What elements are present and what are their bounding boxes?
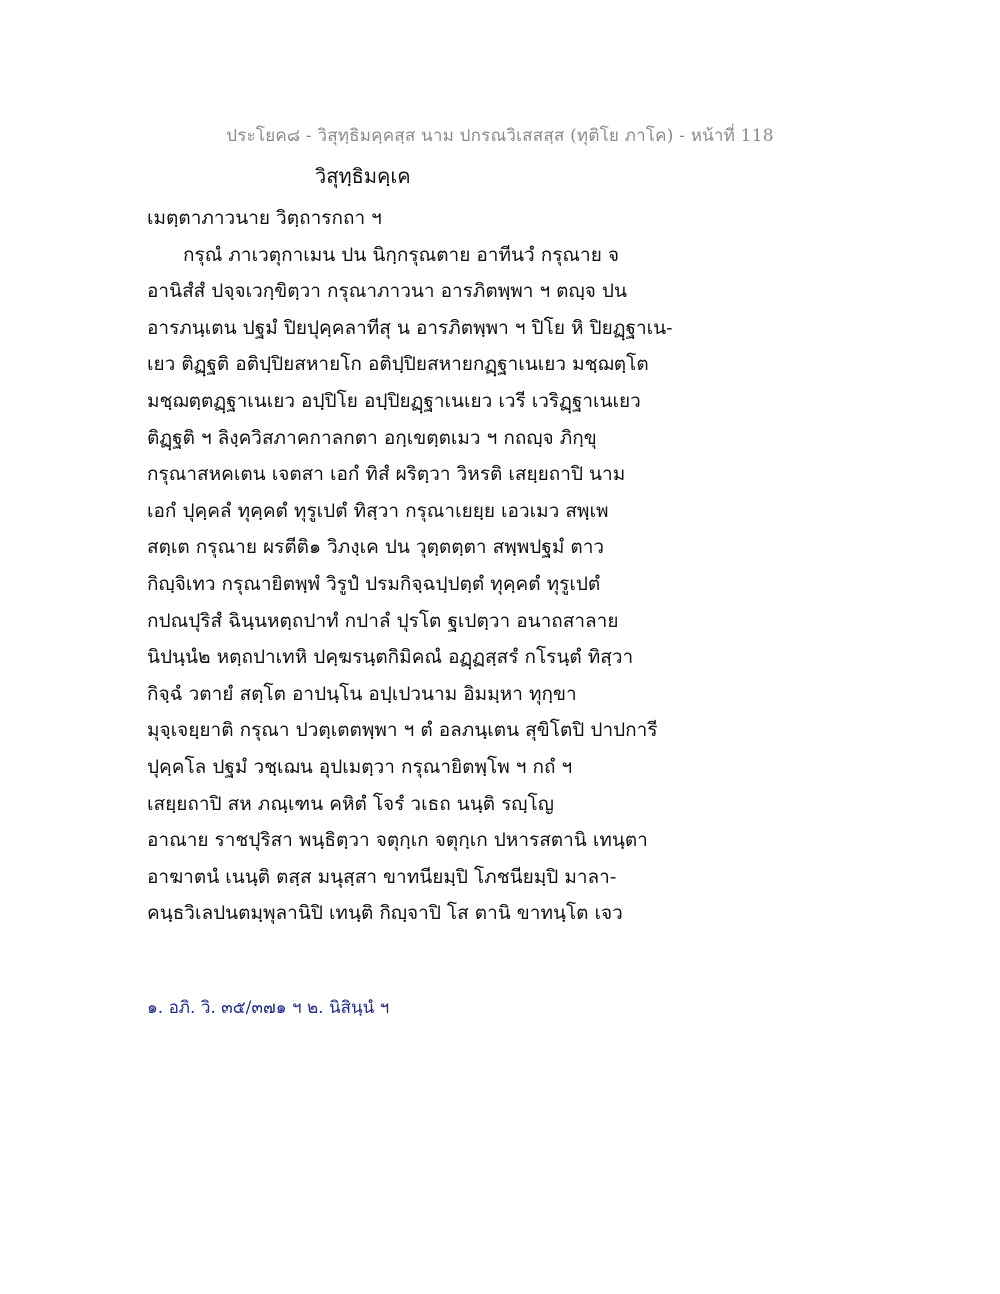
text-line: เยว ติฏฺฐติ อติปฺปิยสหายโก อติปฺปิยสหายกฏฺฐาเนเยว มชฺฌตฺโต	[147, 353, 649, 376]
text-line: มุจฺเจยฺยาติ กรุณา ปวตฺเตตพฺพา ฯ ตํ อลภนฺเตน สุขิโตปิ ปาปการี	[147, 719, 658, 742]
text-line: มชฺฌตฺตฏฺฐาเนเยว อปฺปิโย อปฺปิยฏฺฐาเนเยว เวรี เวริฏฺฐาเนเยว	[147, 389, 641, 412]
text-line: นิปนฺนํ๒ หตฺถปาเทหิ ปคฺฆรนฺตกิมิคณํ อฏฺฏสฺสรํ กโรนฺตํ ทิสฺวา	[147, 646, 634, 669]
text-line: ติฏฺฐติ ฯ ลิงฺควิสภาคกาลกตา อกฺเขตฺตเมว ฯ กถญฺจ ภิกฺขุ	[147, 426, 597, 449]
text-line: เอกํ ปุคฺคลํ ทุคฺคตํ ทุรูเปตํ ทิสฺวา กรุณาเยยฺย เอวเมว สพฺเพ	[147, 499, 609, 522]
text-line: เสยฺยถาปิ สห ภณฺเฑน คหิตํ โจรํ วเธถ นนฺติ รญฺโญ	[147, 792, 554, 815]
text-line: กรุณาสหคเตน เจตสา เอกํ ทิสํ ผริตฺวา วิหรติ เสยฺยถาปิ นาม	[147, 463, 626, 486]
text-line: อานิสํสํ ปจฺจเวกฺขิตฺวา กรุณาภาวนา อารภิตพฺพา ฯ ตญฺจ ปน	[147, 280, 627, 303]
text-line: กิญฺจิเทว กรุณายิตพฺพํ วิรูปํ ปรมกิจฺฉปฺปตฺตํ ทุคฺคตํ ทุรูเปตํ	[147, 572, 601, 595]
section-title: วิสุทฺธิมคฺเค	[315, 164, 411, 188]
text-line: คนฺธวิเลปนตมฺพุลานิปิ เทนฺติ กิญฺจาปิ โส ตานิ ขาทนฺโต เจว	[147, 902, 623, 925]
text-line: อาณาย ราชปุริสา พนฺธิตฺวา จตุกฺเก จตุกฺเก ปหารสตานิ เทนฺตา	[147, 829, 648, 852]
text-line: สตฺเต กรุณาย ผรตีติ๑ วิภงฺเค ปน วุตฺตตฺตา สพฺพปฐมํ ตาว	[147, 536, 605, 559]
text-line: กปณปุริสํ ฉินฺนหตฺถปาทํ กปาลํ ปุรโต ฐเปตฺวา อนาถสาลาย	[147, 609, 619, 632]
text-line: ปุคฺคโล ปฐมํ วชฺเฌน อุปเมตฺวา กรุณายิตพฺโพ ฯ กถํ ฯ	[147, 755, 573, 778]
text-line: กิจฺฉํ วตายํ สตฺโต อาปนฺโน อปฺเปวนาม อิมมฺหา ทุกฺขา	[147, 682, 577, 705]
body-text	[147, 200, 707, 932]
text-line: อารภนฺเตน ปฐมํ ปิยปุคฺคลาทีสุ น อารภิตพฺพา ฯ ปิโย หิ ปิยฏฺฐาเน-	[147, 316, 673, 339]
running-header: ประโยค๘ - วิสุทฺธิมคฺคสฺส นาม ปกรณวิเสสสฺส (ทุติโย ภาโค) - หน้าที่ 118	[226, 126, 774, 146]
text-line: กรุณํ ภาเวตุกาเมน ปน นิกฺกรุณตาย อาทีนวํ กรุณาย จ	[183, 243, 619, 266]
text-line: เมตฺตาภาวนาย วิตฺถารกถา ฯ	[147, 207, 382, 229]
text-line: อาฆาตนํ เนนฺติ ตสฺส มนุสฺสา ขาทนียมฺปิ โภชนียมฺปิ มาลา-	[147, 865, 617, 888]
footnote: ๑. อภิ. วิ. ๓๕/๓๗๑ ฯ ๒. นิสินฺนํ ฯ	[147, 998, 390, 1018]
